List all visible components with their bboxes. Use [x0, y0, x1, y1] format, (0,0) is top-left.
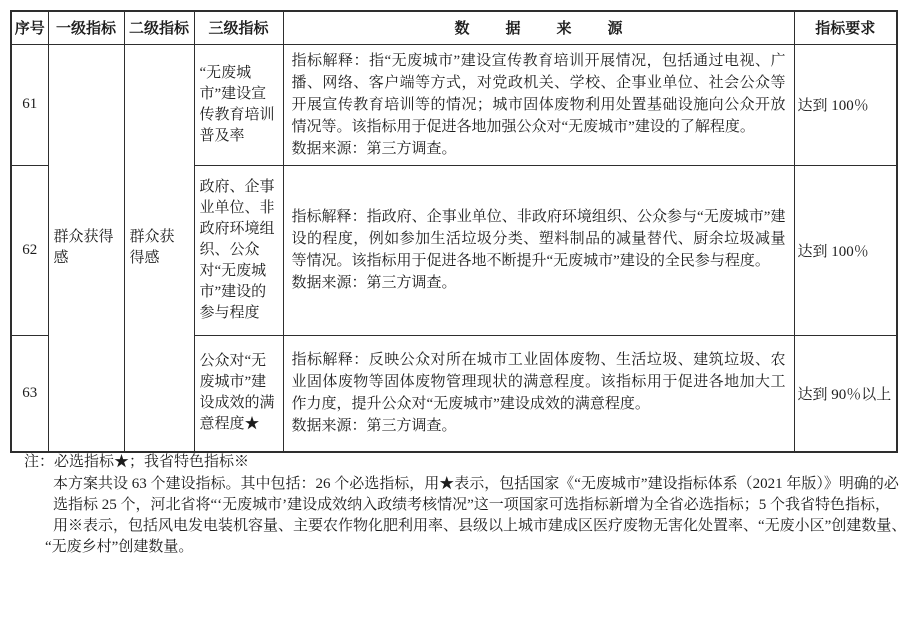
note-line-4: 用※表示，包括风电发电装机容量、主要农作物化肥利用率、县级以上城市建成区医疗废物无害化处置率、“无废小区”创建数量、 — [53, 518, 907, 534]
requirement-cell: 达到 100％ — [794, 44, 897, 165]
serial-cell: 63 — [11, 335, 48, 452]
explanation-text: 指标解释：反映公众对所在城市工业固体废物、生活垃圾、建筑垃圾、农业固体废物等固体废物管理现状的满意程度。该指标用于促进各地加大工作力度，提升公众对“无废城市”建设成效的满意程度。 — [291, 352, 786, 413]
note-line-5: “无废乡村”创建数量。 — [45, 539, 194, 555]
level3-indicator-cell: 政府、企事业单位、非政府环境组织、公众对“无废城市”建设的参与程度 — [194, 165, 283, 335]
col-header-level1: 一级指标 — [48, 11, 124, 44]
level3-indicator-cell: 公众对“无废城市”建设成效的满意程度★ — [194, 335, 283, 452]
source-text: 数据来源：第三方调查。 — [291, 275, 457, 291]
explanation-text: 指标解释：指政府、企事业单位、非政府环境组织、公众参与“无废城市”建设的程度，例如参加生活垃圾分类、塑料制品的减量替代、厨余垃圾减量等情况。该指标用于促进各地不断提升“无废城市”建设的全民参与程度。 — [291, 209, 786, 269]
data-source-cell — [283, 44, 794, 165]
requirement-cell: 达到 100％ — [794, 165, 897, 335]
data-source-cell — [283, 165, 794, 335]
source-text: 数据来源：第三方调查。 — [291, 140, 457, 157]
col-header-level3: 三级指标 — [194, 11, 283, 44]
table-row-61 — [11, 44, 897, 165]
col-header-level2: 二级指标 — [124, 11, 194, 44]
requirement-cell: 达到 90％以上 — [794, 335, 897, 452]
table-header-row — [11, 11, 897, 44]
note-block — [24, 452, 906, 558]
note-line-1: 注：必选指标★；我省特色指标※ — [24, 454, 250, 470]
serial-cell: 62 — [11, 165, 48, 335]
col-header-requirement: 指标要求 — [794, 11, 897, 44]
level2-indicator-cell: 群众获得感 — [124, 44, 194, 452]
note-line-2: 本方案共设 63 个建设指标。其中包括：26 个必选指标，用★表示，包括国家《“无废城市”建设指标体系（2021 年版）》明确的必 — [53, 476, 899, 492]
col-header-serial: 序号 — [11, 11, 48, 44]
col-header-data-source: 数据来源 — [283, 11, 794, 44]
serial-cell: 61 — [11, 44, 48, 165]
level1-indicator-cell: 群众获得感 — [48, 44, 124, 452]
source-text: 数据来源：第三方调查。 — [291, 418, 457, 435]
indicator-table — [10, 10, 898, 453]
explanation-text: 指标解释：指“无废城市”建设宣传教育培训开展情况，包括通过电视、广播、网络、客户端等方式，对党政机关、学校、企事业单位、社会公众等开展宣传教育培训等的情况；城市固体废物利用处置基础设施向公众开放情况等。该指标用于促进各地加强公众对“无废城市”建设的了解程度。 — [291, 52, 786, 135]
note-line-3: 选指标 25 个，河北省将“‘无废城市’建设成效纳入政绩考核情况”这一项国家可选指标新增为全省必选指标；5 个我省特色指标， — [53, 497, 891, 513]
data-source-cell — [283, 335, 794, 452]
level3-indicator-cell: “无废城市”建设宣传教育培训普及率 — [194, 44, 283, 165]
